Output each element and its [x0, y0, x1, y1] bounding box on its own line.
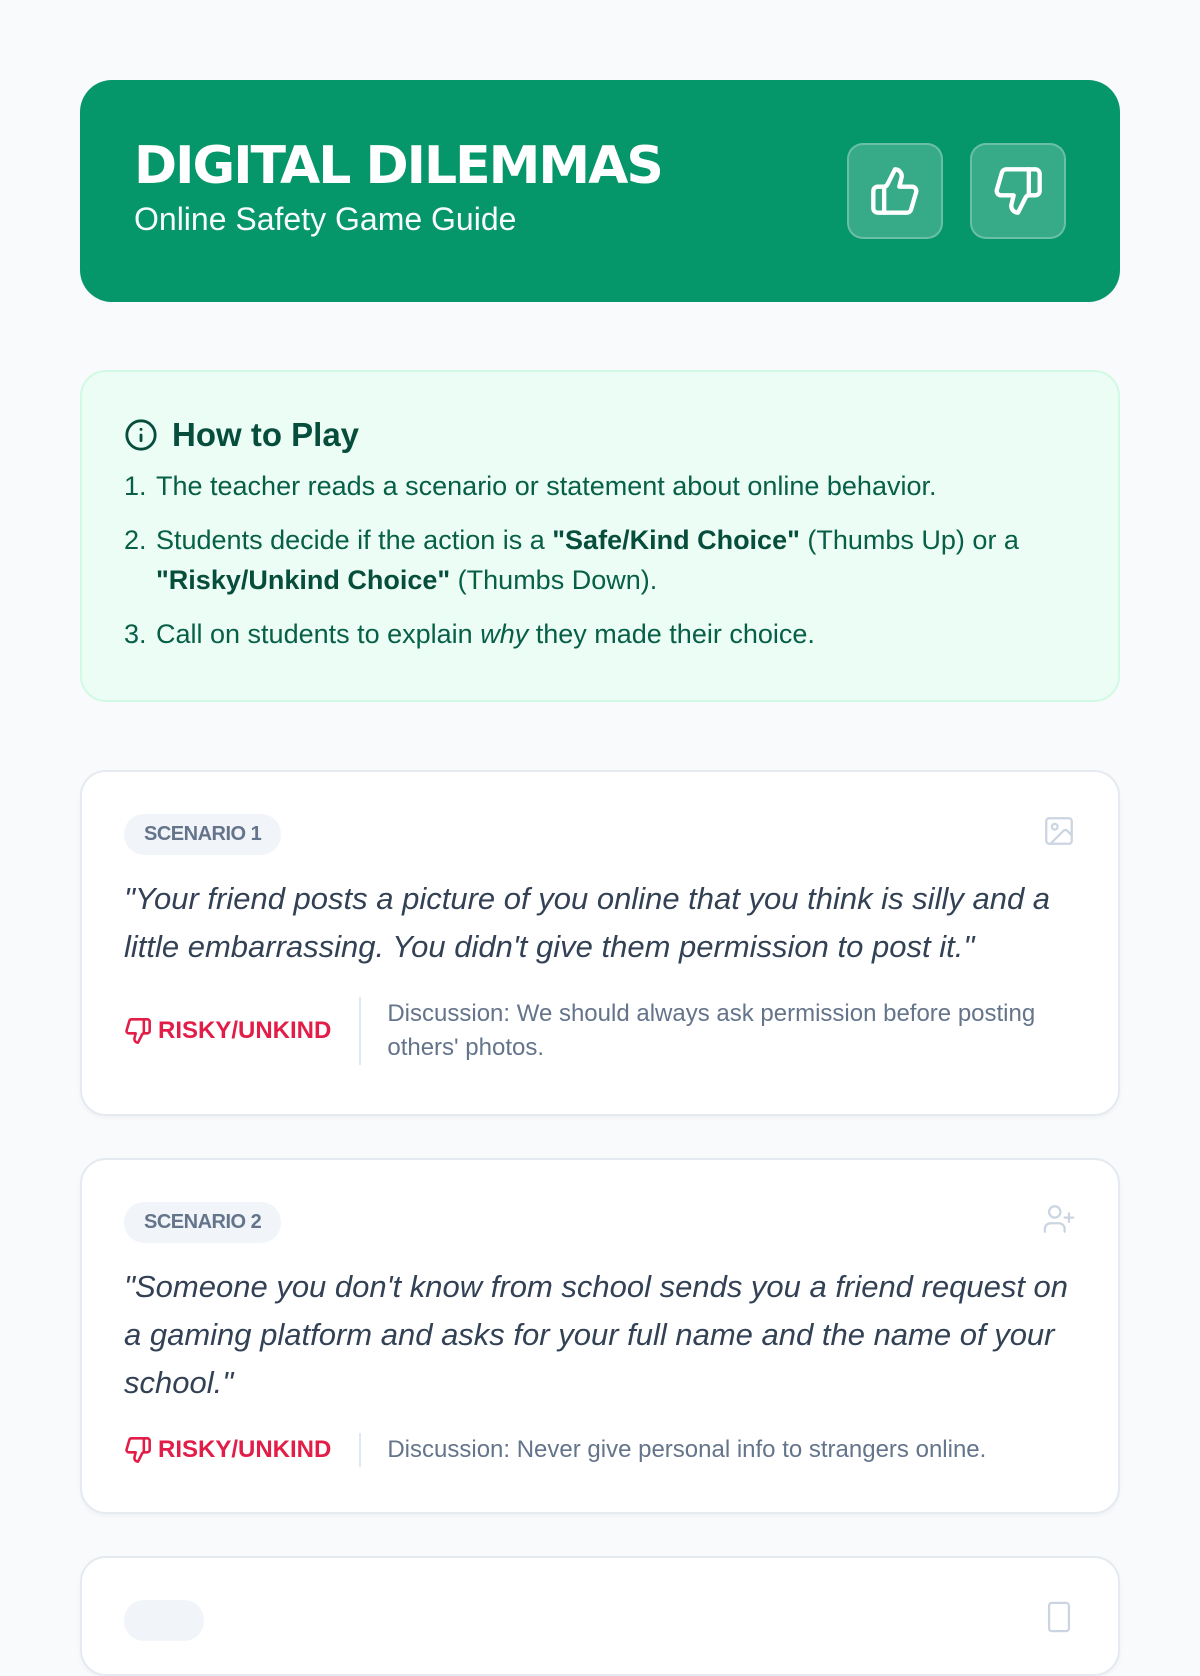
thumbs-down-icon — [124, 1436, 152, 1464]
discussion-text: Discussion: Never give personal info to strangers online. — [387, 1436, 987, 1463]
user-plus-icon — [1042, 1202, 1076, 1236]
steps-list — [124, 466, 1076, 654]
verdict-label — [124, 997, 361, 1065]
vote-buttons — [847, 143, 1066, 239]
how-to-play-title: How to Play — [172, 416, 360, 453]
risky-choice-label: "Risky/Unkind Choice" — [156, 565, 451, 595]
step-item — [124, 466, 1076, 506]
step-text-pre: Students decide if the action is a — [156, 525, 553, 555]
verdict-row — [124, 1433, 1076, 1467]
scenario-badge: SCENARIO 1 — [124, 814, 281, 855]
step-text-pre: Call on students to explain — [156, 619, 481, 649]
title-block — [134, 136, 662, 238]
thumbs-down-button[interactable] — [970, 143, 1066, 239]
emphasis-why: why — [480, 619, 529, 649]
page-subtitle: Online Safety Game Guide — [134, 201, 517, 237]
scenario-quote: "Your friend posts a picture of you online that you think is silly and a little embarrassing. You didn't give them permission to post it." — [124, 881, 1051, 964]
step-number: 3. — [124, 619, 147, 649]
scenario-card — [80, 1158, 1120, 1514]
verdict-row — [124, 997, 1076, 1065]
thumbs-up-icon — [869, 165, 921, 217]
safe-choice-label: "Safe/Kind Choice" — [552, 525, 800, 555]
step-text-post: (Thumbs Down). — [450, 565, 658, 595]
card-icon-wrapper — [1042, 814, 1076, 848]
verdict-text: RISKY/UNKIND — [158, 1436, 332, 1463]
step-text-post: they made their choice. — [528, 619, 815, 649]
thumbs-up-button[interactable] — [847, 143, 943, 239]
step-text: The teacher reads a scenario or statement about online behavior. — [156, 471, 937, 501]
page-container — [80, 0, 1120, 1676]
step-text-mid: (Thumbs Up) or a — [799, 525, 1019, 555]
verdict-text: RISKY/UNKIND — [158, 1017, 332, 1044]
step-item — [124, 520, 1076, 600]
step-text — [156, 520, 1076, 600]
card-icon-wrapper — [1042, 1202, 1076, 1236]
how-to-play-header — [124, 416, 1076, 454]
scenario-badge: SCENARIO 2 — [124, 1202, 281, 1243]
discussion-text: Discussion: We should always ask permission before posting others' photos. — [387, 1000, 1036, 1061]
info-icon — [124, 418, 158, 452]
step-number: 2. — [124, 525, 147, 555]
page-title: DIGITAL DILEMMAS — [134, 136, 662, 196]
step-item — [124, 614, 1076, 654]
scenario-quote: "Someone you don't know from school sends you a friend request on a gaming platform and asks for your full name and the name of your school." — [124, 1269, 1069, 1400]
image-icon — [1042, 814, 1076, 848]
scenario-card — [80, 770, 1120, 1116]
header-banner — [80, 80, 1120, 302]
scenario-card — [80, 1556, 1120, 1676]
step-number: 1. — [124, 471, 147, 501]
thumbs-down-icon — [124, 1017, 152, 1045]
scenario-badge — [124, 1600, 204, 1641]
thumbs-down-icon — [992, 165, 1044, 217]
device-icon — [1042, 1600, 1076, 1634]
card-icon-wrapper — [1042, 1600, 1076, 1634]
step-text — [156, 614, 815, 654]
verdict-label — [124, 1433, 361, 1467]
how-to-play-panel — [80, 370, 1120, 702]
